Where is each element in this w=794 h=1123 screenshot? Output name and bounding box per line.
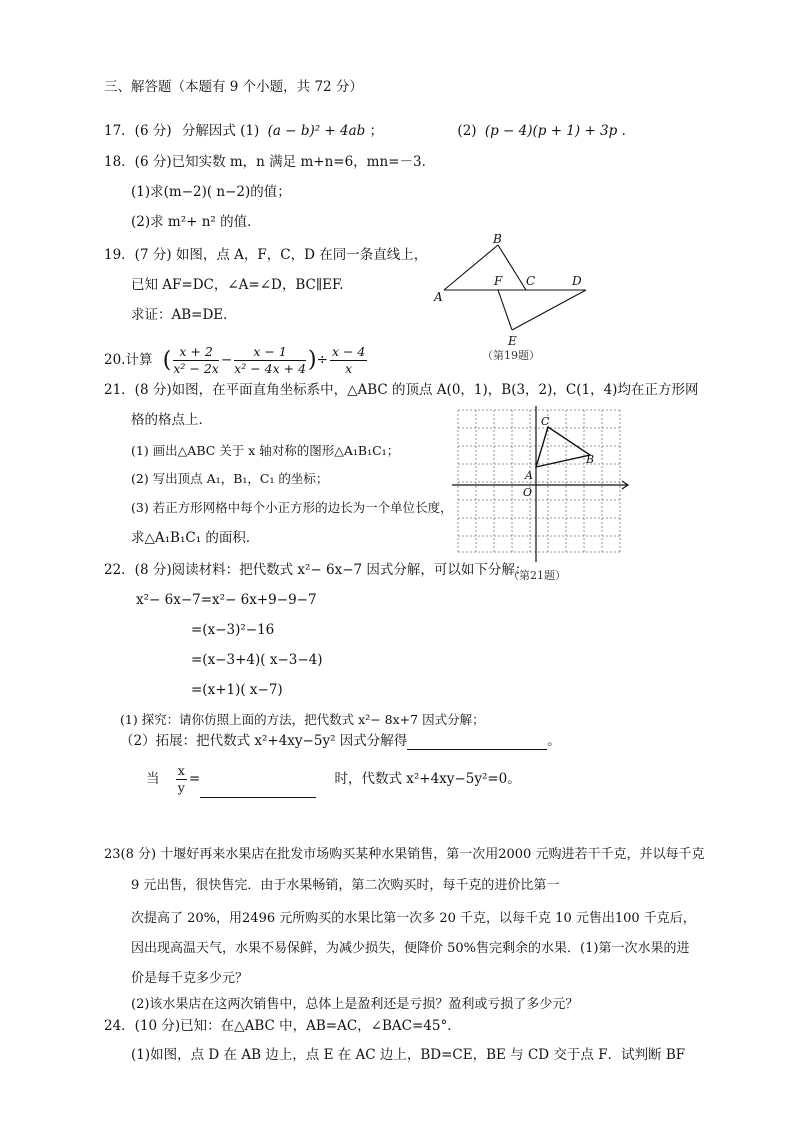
q17-part2: (2): [457, 123, 477, 139]
figure-21: [446, 406, 636, 584]
q18-line2: (1)求(m−2)( n−2)的值；: [131, 184, 291, 200]
q21-line2: 格的格点上．: [131, 412, 212, 428]
fig21-label-A: A: [525, 469, 533, 482]
question-20: [104, 340, 369, 381]
q19-line1: 19．(7 分) 如图，点 A，F，C，D 在同一条直线上，: [104, 247, 428, 263]
q21-line5: (3) 若正方形网格中每个小正方形的边长为一个单位长度，: [131, 500, 453, 515]
q21-line1: 21．(8 分)如图，在平面直角坐标系中，△ABC 的顶点 A(0，1)，B(3，2)，C(1，4)均在正方形网: [104, 382, 699, 398]
q17-text: 分解因式 (1): [181, 123, 260, 139]
q23-line2: 9 元出售，很快售完．由于水果畅销，第二次购买时，每千克的进价比第一: [131, 878, 560, 893]
q18-line3: (2)求 m²+ n² 的值．: [131, 214, 261, 230]
q23-line1: 23(8 分) 十堰好再来水果店在批发市场购买某种水果销售，第一次用2000 元购进若干千克，并以每千克: [104, 847, 705, 862]
q22-step2: =(x−3)²−16: [191, 622, 275, 638]
q20-minus: −: [220, 352, 233, 368]
q20-frac3: $\frac{x - 4}{x}$: [331, 344, 366, 376]
q21-line4: (2) 写出顶点 A₁，B₁，C₁ 的坐标；: [131, 471, 329, 486]
q20-paren-open: (: [162, 347, 172, 373]
q22-part2-text: （2）拓展：把代数式 x²+4xy−5y² 因式分解得: [120, 733, 408, 749]
fig21-caption: （第21题）: [508, 569, 566, 582]
fig19-label-A: A: [434, 290, 443, 304]
fig19-label-B: B: [493, 232, 502, 246]
q22-part2-end: 。: [547, 733, 561, 749]
q22-tail: 时，代数式 x²+4xy−5y²=0。: [334, 771, 521, 787]
fig19-label-C: C: [526, 274, 536, 288]
q22-part1: (1) 探究：请你仿照上面的方法，把代数式 x²− 8x+7 因式分解；: [120, 712, 485, 727]
fig19-caption: （第19题）: [482, 349, 540, 362]
section-title: 三、解答题（本题有 9 个小题，共 72 分）: [104, 79, 363, 95]
q24-line2: (1)如图，点 D 在 AB 边上，点 E 在 AC 边上，BD=CE，BE 与 CD 交于点 F．试判断 BF: [131, 1047, 686, 1063]
q20-prefix: 20.计算: [104, 352, 153, 368]
q22-line1: 22．(8 分)阅读材料：把代数式 x²− 6x−7 因式分解，可以如下分解：: [104, 562, 529, 578]
q21-line6: 求△A₁B₁C₁ 的面积．: [131, 530, 260, 546]
q22-condition: [146, 760, 521, 798]
q17-sep: ；: [369, 123, 384, 139]
q23-line4: 因出现高温天气，水果不易保鲜，为减少损失，便降价 50%售完剩余的水果．(1)第一次水果的进: [131, 941, 690, 956]
q19-line3: 求证：AB=DE．: [131, 307, 237, 323]
q22-part2: [120, 732, 561, 750]
q17-end: ．: [621, 123, 636, 139]
q21-line3: (1) 画出△ABC 关于 x 轴对称的图形△A₁B₁C₁；: [131, 443, 400, 458]
q24-line1: 24．(10 分)已知：在△ABC 中，AB=AC，∠BAC=45°．: [104, 1018, 461, 1034]
q20-frac1: $\frac{x + 2}{\text{x² − 2x}}$: [173, 344, 219, 376]
fig21-label-O: O: [523, 486, 533, 499]
q23-line5: 价是每千克多少元？: [131, 971, 249, 986]
question-17: [104, 122, 635, 140]
q22-fraction: $\frac{x}{y}$: [177, 763, 185, 795]
fig19-label-D: D: [572, 274, 582, 288]
q22-when: 当: [146, 771, 160, 787]
q20-div: ÷: [316, 352, 328, 368]
fig21-label-B: B: [586, 453, 595, 466]
q17-number: 17．(6 分): [104, 123, 172, 139]
q22-eq: =: [188, 771, 201, 787]
q20-paren-close: ): [308, 347, 317, 373]
fig21-label-C: C: [541, 415, 550, 428]
q22-step3: =(x−3+4)( x−3−4): [191, 652, 323, 668]
figure-19: [430, 232, 600, 364]
q23-line6: (2)该水果店在这两次销售中，总体上是盈利还是亏损？盈利或亏损了多少元？: [131, 997, 579, 1012]
fig19-label-F: F: [494, 274, 503, 288]
q22-answer-blank-2[interactable]: [200, 783, 316, 798]
fig19-label-E: E: [508, 334, 517, 348]
q23-line3: 次提高了 20%，用2496 元所购买的水果比第一次多 20 千克，以每千克 10 元售出100 千克后，: [131, 911, 696, 926]
q17-expr1: (a − b)² + 4ab: [267, 123, 366, 139]
q22-step4: =(x+1)( x−7): [191, 682, 283, 698]
q17-expr2: (p − 4)(p + 1) + 3p: [484, 123, 618, 139]
q20-frac2: $\frac{x - 1}{\text{x² − 4x + 4}}$: [234, 344, 307, 376]
q18-line1: 18．(6 分)已知实数 m，n 满足 m+n=6，mn=－3．: [104, 154, 436, 170]
q22-step1: x²− 6x−7=x²− 6x+9−9−7: [136, 592, 317, 608]
q19-line2: 已知 AF=DC，∠A=∠D，BC∥EF.: [131, 277, 344, 293]
q22-answer-blank-1[interactable]: [407, 735, 547, 750]
